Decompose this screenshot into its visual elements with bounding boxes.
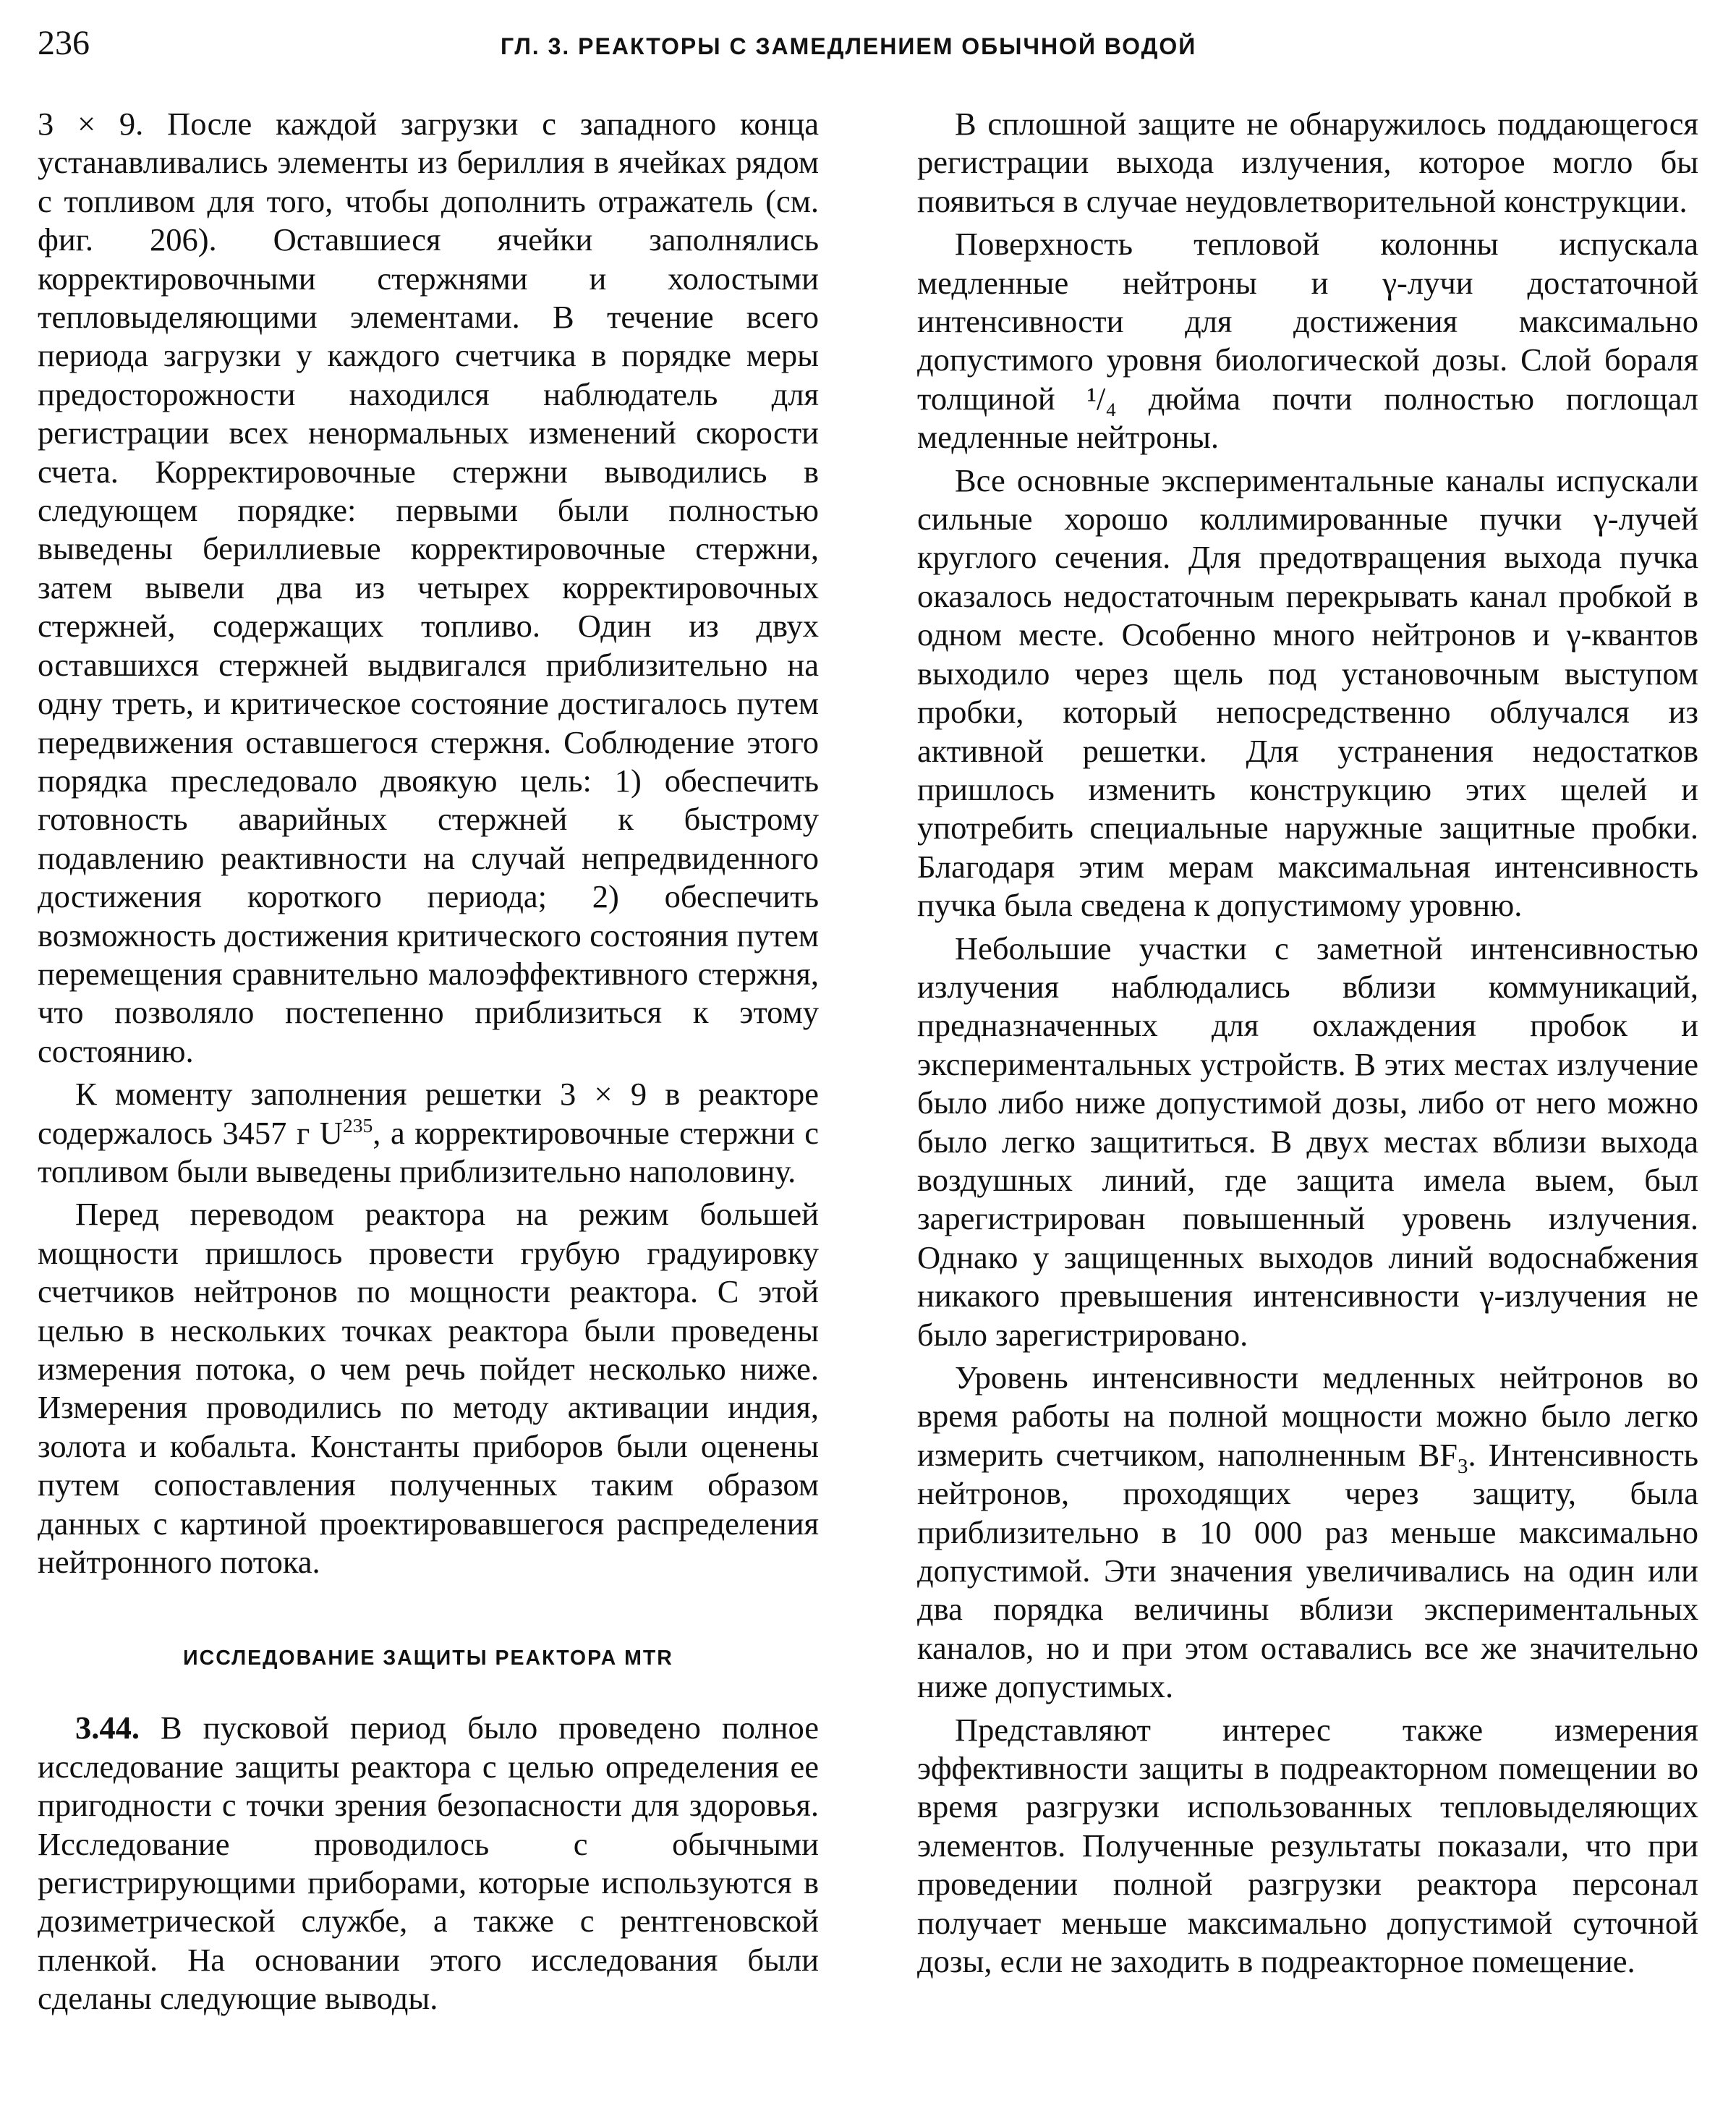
page-number: 236 [38, 24, 90, 62]
isotope-superscript: 235 [342, 1113, 373, 1137]
paragraph-text: Поверхность тепловой колонны испускала медленные нейтроны и γ-лучи достаточной интенсивности для достижения максимально допустимого уровня биологической дозы. Слой бораля толщиной [917, 226, 1698, 417]
paragraph-text: дюйма почти полностью поглощал медленные нейтроны. [917, 380, 1698, 456]
right-column [917, 105, 1698, 1981]
paragraph-uranium-content [38, 1075, 819, 1191]
paragraph-text: . Интенсивность нейтронов, проходящих через защиту, была приблизительно в 10 000 раз меньше максимально допустимой. Эти значения увеличивались на один или два порядка величины вблизи экспериментальных каналов, но и при этом оставались все же значительно ниже допустимых. [917, 1436, 1698, 1705]
paragraph-shield-study [38, 1709, 819, 2018]
paragraph-unloading: Представляют интерес также измерения эффективности защиты в подреакторном помещении во время разгрузки использованных тепловыделяющих элементов. Полученные результаты показали, что при проведении полной разгрузки реактора персонал получает меньше максимально допустимой суточной дозы, если не заходить в подреакторное помещение. [917, 1711, 1698, 1980]
paragraph-experimental-channels: Все основные экспериментальные каналы испускали сильные хорошо коллимированные пучки γ-лучей круглого сечения. Для предотвращения выхода пучка оказалось недостаточным перекрывать канал пробкой в одном месте. Особенно много нейтронов и γ-квантов выходило через щель под установочным выступом пробки, который непосредственно облучался из активной решетки. Для устранения недостатков пришлось изменить конструкцию этих щелей и употребить специальные наружные защитные пробки. Благодаря этим мерам максимальная интенсивность пучка была сведена к допустимому уровню. [917, 462, 1698, 924]
section-heading: ИССЛЕДОВАНИЕ ЗАЩИТЫ РЕАКТОРА MTR [183, 1647, 673, 1670]
left-column [38, 105, 819, 2018]
running-head [38, 22, 1701, 72]
paragraph-text: К моменту заполнения решетки 3 × 9 в реакторе содержалось 3457 г U [38, 1076, 819, 1151]
paragraph-calibration: Перед переводом реактора на режим большей мощности пришлось провести грубую градуировку счетчиков нейтронов по мощности реактора. С этой целью в нескольких точках реактора были проведены измерения потока, о чем речь пойдет несколько ниже. Измерения проводились по методу активации индия, золота и кобальта. Константы приборов были оценены путем сопоставления полученных таким образом данных с картиной проектировавшегося распределения нейтронного потока. [38, 1196, 819, 1581]
paragraph-thermal-column [917, 225, 1698, 456]
chemical-subscript: 3 [1458, 1454, 1468, 1478]
paragraph-text: В пусковой период было проведено полное исследование защиты реактора с целью определения ее пригодности с точки зрения безопасности для здоровья. Исследование проводилось с обычными регистрирующими приборами, которые используются в дозиметрической службе, а также с рентгеновской пленкой. На основании этого исследования были сделаны следующие выводы. [38, 1709, 819, 2017]
paragraph-text: , а корректировочные стержни с топливом были выведены приблизительно наполовину. [38, 1114, 819, 1189]
paragraph-communications: Небольшие участки с заметной интенсивностью излучения наблюдались вблизи коммуникаций, предназначенных для охлаждения пробок и экспериментальных устройств. В этих местах излучение было либо ниже допустимой дозы, либо от него можно было легко защититься. В двух местах вблизи выхода воздушных линий, где защита имела выем, был зарегистрирован повышенный уровень излучения. Однако у защищенных выходов линий водоснабжения никакого превышения интенсивности γ-излучения не было зарегистрировано. [917, 930, 1698, 1353]
fraction-quarter: ¹/₄ [1086, 380, 1117, 417]
paragraph-text: Уровень интенсивности медленных нейтронов во время работы на полной мощности можно было легко измерить счетчиком, наполненным BF [917, 1359, 1698, 1473]
paragraph-number: 3.44. [75, 1709, 140, 1746]
paragraph-loading-procedure: 3 × 9. После каждой загрузки с западного конца устанавливались элементы из бериллия в ячейках рядом с топливом для того, чтобы дополнить отражатель (см. фиг. 206). Оставшиеся ячейки заполнялись корректировочными стержнями и холостыми тепловыделяющими элементами. В течение всего периода загрузки у каждого счетчика в порядке меры предосторожности находился наблюдатель для регистрации всех ненормальных изменений скорости счета. Корректировочные стержни выводились в следующем порядке: первыми были полностью выведены бериллиевые корректировочные стержни, затем вывели два из четырех корректировочных стержней, содержащих топливо. Один из двух оставшихся стержней выдвигался приблизительно на одну треть, и критическое состояние достигалось путем передвижения оставшегося стержня. Соблюдение этого порядка преследовало двоякую цель: 1) обеспечить готовность аварийных стержней к быстрому подавлению реактивности на случай непредвиденного достижения короткого периода; 2) обеспечить возможность достижения критического состояния путем перемещения сравнительно малоэффективного стержня, что позволяло постепенно приблизиться к этому состоянию. [38, 106, 819, 1069]
paragraph-solid-shield: В сплошной защите не обнаружилось поддающегося регистрации выхода излучения, которое могло бы появиться в случае неудовлетворительной конструкции. [917, 106, 1698, 219]
paragraph-slow-neutrons [917, 1359, 1698, 1707]
chapter-title: ГЛ. 3. РЕАКТОРЫ С ЗАМЕДЛЕНИЕМ ОБЫЧНОЙ ВОДОЙ [501, 33, 1197, 59]
